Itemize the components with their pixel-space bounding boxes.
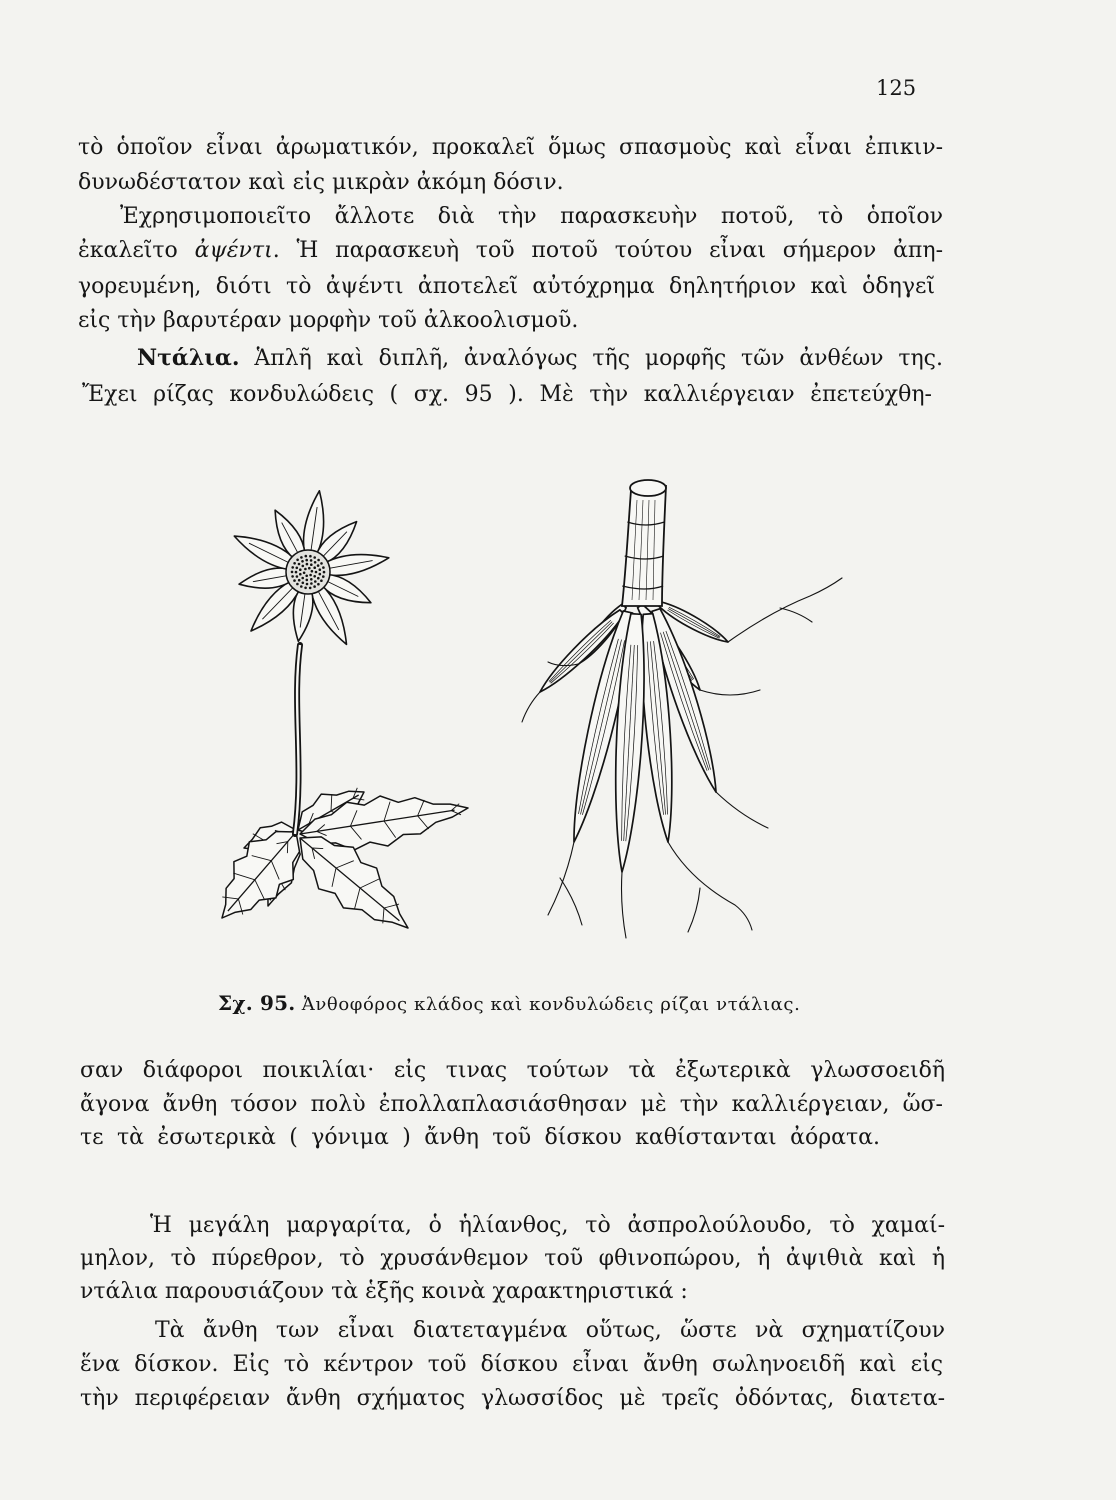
leaf-vein: [418, 800, 425, 816]
tuberous-roots: [522, 480, 842, 938]
disk-floret: [313, 575, 316, 578]
tuber: [578, 604, 626, 664]
tuber: [574, 611, 633, 842]
root-hair: [700, 690, 760, 695]
text-line: Ἐχρησιμοποιεῖτο ἄλλοτε διὰ τὴν παρασκευὴν ποτοῦ, τὸ ὁποῖον: [120, 204, 943, 229]
disk-floret: [305, 555, 308, 558]
leaf-vein: [331, 794, 332, 811]
text-line: ντάλια παρουσιάζουν τὰ ἑξῆς κοινὰ χαρακτηριστικά :: [80, 1279, 688, 1304]
disk-floret: [299, 573, 302, 576]
disk-floret: [304, 587, 307, 590]
leaf-vein: [279, 834, 285, 843]
tuber-outline: [540, 610, 624, 692]
leaf-outline: [300, 796, 468, 850]
disk-floret: [314, 561, 317, 564]
petal-vein: [300, 590, 305, 628]
flower-disk: [286, 550, 330, 594]
disk-floret: [293, 562, 296, 565]
disk-floret: [300, 585, 303, 588]
disk-floret: [296, 567, 299, 570]
text-segment: Ἁπλῆ καὶ διπλῆ, ἀναλόγως τῆς μορφῆς τῶν ἀνθέων της.: [254, 346, 943, 371]
disk-floret: [309, 574, 312, 577]
disk-floret: [317, 559, 320, 562]
text-line: Ἔχει ρίζας κονδυλώδεις ( σχ. 95 ). Μὲ τὴν καλλιέργειαν ἐπετεύχθη-: [82, 382, 932, 407]
tuber-hatching: [654, 641, 668, 814]
disk-floret: [299, 568, 302, 571]
disk-floret: [308, 567, 311, 570]
figure-label: Σχ. 95.: [218, 991, 296, 1015]
leaf-vein: [332, 868, 336, 887]
tuber-hatching: [661, 633, 708, 771]
disk-floret: [301, 560, 304, 563]
stem-stub: [622, 486, 666, 606]
tuber-hatching: [667, 610, 719, 638]
text-line: μηλον, τὸ πύρεθρον, τὸ χρυσάνθεμον τοῦ φθινοπώρου, ἡ ἀψιθιὰ καὶ ἡ: [80, 1246, 945, 1271]
disk-floret: [314, 580, 317, 583]
disk-floret: [302, 565, 305, 568]
text-segment: ἐκαλεῖτο: [78, 238, 178, 263]
tuber-hatching: [647, 616, 693, 680]
leaf-vein: [252, 856, 272, 861]
tuber-outline: [616, 614, 644, 872]
disk-floret: [313, 556, 316, 559]
text-line: σαν διάφοροι ποικιλίαι· εἰς τινας τούτων τὰ ἐξωτερικὰ γλωσσοειδῆ: [80, 1058, 945, 1083]
disk-floret: [305, 559, 308, 562]
leaf-vein: [309, 824, 320, 826]
disk-floret: [317, 583, 320, 586]
leaf: [222, 832, 300, 919]
disk-floret: [310, 582, 313, 585]
petal-vein: [262, 585, 295, 619]
disk-floret: [298, 563, 301, 566]
tuber-hatching: [584, 613, 619, 657]
disk-floret: [319, 573, 322, 576]
leaf-vein: [271, 861, 279, 880]
figure-caption: [218, 988, 858, 1018]
leaf: [265, 836, 300, 906]
leaf-vein: [350, 826, 361, 839]
leaf-vein: [331, 811, 346, 819]
root-hair: [716, 792, 768, 828]
root-hair: [622, 872, 627, 938]
petal: [322, 575, 371, 603]
disk-floret: [291, 566, 294, 569]
text-line: εἰς τὴν βαρυτέραν μορφὴν τοῦ ἀλκοολισμοῦ.: [78, 308, 579, 333]
stem-node: [627, 522, 664, 525]
tuber: [616, 614, 644, 872]
leaf-vein: [451, 804, 459, 811]
leaf-vein: [312, 848, 323, 849]
disk-floret: [296, 583, 299, 586]
tuber-hatching: [582, 640, 624, 815]
disk-floret: [320, 562, 323, 565]
disk-floret: [322, 575, 325, 578]
petal: [304, 491, 324, 555]
text-line: τε τὰ ἐσωτερικὰ ( γόνιμα ) ἄνθη τοῦ δίσκου καθίστανται ἀόρατα.: [80, 1125, 880, 1150]
text-line: Τὰ ἄνθη των εἶναι διατεταγμένα οὕτως, ὥστε νὰ σχηματίζουν: [155, 1318, 945, 1343]
leaf-vein: [277, 842, 288, 844]
text-segment: . Ἡ παρασκευὴ τοῦ ποτοῦ τούτου εἶναι σήμερον ἀπη-: [272, 238, 943, 263]
stem-hatching: [639, 500, 643, 600]
disk-floret: [306, 579, 309, 582]
petal-vein: [321, 532, 347, 559]
tuber-hatching: [583, 612, 618, 657]
disk-floret: [306, 583, 309, 586]
tuber-hatching: [581, 640, 622, 815]
disk-floret: [291, 571, 294, 574]
leaf-vein: [275, 830, 286, 833]
root-hair: [548, 662, 578, 666]
leaf-vein: [260, 841, 265, 854]
flower-head: [234, 491, 388, 645]
disk-floret: [309, 587, 312, 590]
disk-floret: [317, 577, 320, 580]
italic-term: ἀψέντι: [194, 238, 273, 263]
tuber-hatching: [663, 632, 709, 770]
petal: [311, 585, 346, 644]
disk-floret: [322, 566, 325, 569]
tuber-hatching: [624, 645, 635, 841]
leaf-outline: [300, 837, 408, 928]
tuber: [652, 609, 716, 792]
tuber-outline: [642, 614, 672, 842]
leaf-vein: [350, 810, 357, 826]
leaf-vein: [309, 813, 313, 824]
leaf-vein: [451, 811, 461, 815]
tuber: [540, 610, 624, 692]
petal: [239, 568, 291, 588]
leaf-vein: [384, 821, 396, 838]
leaf-vein: [253, 834, 265, 841]
text-line: δυνωδέστατον καὶ εἰς μικρὰν ἀκόμη δόσιν.: [78, 170, 564, 195]
disk-floret: [291, 575, 294, 578]
leaf-midrib: [248, 830, 296, 847]
tuber-hatching: [646, 617, 692, 680]
leaf-outline: [298, 791, 364, 835]
leaf-vein: [384, 802, 390, 821]
tuber: [659, 602, 728, 642]
petal-vein: [311, 507, 318, 554]
disk-floret: [305, 575, 308, 578]
disk-floret: [311, 570, 314, 573]
leaf: [300, 796, 468, 850]
tuber-hatching: [584, 614, 620, 658]
disk-floret: [310, 563, 313, 566]
page-number: 125: [876, 76, 917, 100]
leaf-vein: [360, 879, 379, 888]
stem-hatching: [646, 500, 649, 600]
text-line: ἄγονα ἄνθη τόσον πολὺ ἐπολλαπλασιάσθησαν μὲ τὴν καλλιέργειαν, ὥσ-: [80, 1092, 943, 1117]
caption-text: Ἀνθοφόρος κλάδος καὶ κονδυλώδεις ρίζαι ντάλιας.: [301, 994, 801, 1015]
petal: [275, 510, 305, 559]
leaf-midrib: [228, 832, 296, 911]
text-line: ἕνα δίσκον. Εἰς τὸ κέντρον τοῦ δίσκου εἶναι ἄνθη σωληνοειδῆ καὶ εἰς: [80, 1352, 943, 1377]
disk-floret: [298, 579, 301, 582]
petal-vein: [249, 543, 292, 564]
petal-vein: [282, 523, 300, 557]
leaf-midrib: [300, 810, 455, 834]
tuber-hatching: [649, 615, 694, 679]
leaf-vein: [238, 899, 242, 915]
tuber: [638, 604, 700, 690]
leaf-vein: [278, 878, 285, 890]
leaf-vein: [355, 888, 360, 909]
leaf-vein: [265, 878, 278, 883]
text-line: [137, 341, 943, 375]
leaf-vein: [383, 908, 384, 923]
root-hair: [728, 578, 842, 642]
tuber-outline: [638, 604, 700, 690]
tuber-hatching: [579, 639, 619, 814]
disk-floret: [296, 559, 299, 562]
leaf-outline: [244, 822, 296, 854]
leaf-vein: [222, 897, 238, 899]
leaf-vein: [353, 788, 357, 799]
tuber-hatching: [551, 623, 614, 683]
tuber-hatching: [622, 645, 631, 841]
disk-floret: [323, 571, 326, 574]
leaf-vein: [312, 848, 315, 859]
leaf: [298, 788, 364, 836]
root-hair: [522, 692, 540, 722]
stem: [295, 645, 300, 834]
tuber: [642, 614, 672, 842]
disk-floret: [320, 579, 323, 582]
text-line: τὴν περιφέρειαν ἄνθη σχήματος γλωσσίδος μὲ τρεῖς ὀδόντας, διατετα-: [80, 1386, 945, 1411]
text-line: γορευμένη, διότι τὸ ἀψέντι ἀποτελεῖ αὐτόχρημα δηλητήριον καὶ ὁδηγεῖ: [78, 274, 935, 299]
leaf-vein: [317, 825, 325, 832]
leaf-vein: [384, 904, 399, 908]
leaf-midrib: [298, 795, 359, 830]
stem-cut: [630, 480, 666, 496]
leaf-outline: [222, 832, 300, 919]
text-line: τὸ ὁποῖον εἶναι ἀρωματικόν, προκαλεῖ ὅμως σπασμοὺς καὶ εἶναι ἐπικιν-: [78, 135, 943, 160]
tuber-hatching: [647, 642, 663, 815]
disk-floret: [317, 564, 320, 567]
petal: [325, 555, 389, 576]
text-line: [78, 234, 943, 268]
disk-floret: [302, 582, 305, 585]
tuber-hatching: [666, 631, 711, 770]
petal: [316, 522, 356, 564]
tuber-hatching: [668, 609, 720, 638]
petal-vein: [324, 580, 358, 597]
petal-vein: [317, 588, 339, 630]
tuber-hatching: [650, 641, 665, 814]
text-line: Ἡ μεγάλη μαργαρίτα, ὁ ἡλίανθος, τὸ ἀσπρολούλουδο, τὸ χαμαί-: [150, 1213, 945, 1238]
leaf-vein: [353, 798, 364, 800]
tuber-outline: [578, 604, 626, 664]
leaf-vein: [418, 816, 429, 829]
disk-floret: [301, 577, 304, 580]
leaf-vein: [233, 873, 255, 880]
tuber-hatching: [626, 645, 638, 841]
disk-floret: [313, 566, 316, 569]
root-hair: [668, 842, 752, 932]
stem-node: [625, 556, 664, 559]
tuber-outline: [652, 609, 716, 792]
petal-vein: [326, 561, 373, 569]
petal: [293, 589, 313, 641]
tuber-hatching: [669, 607, 720, 636]
disk-floret: [304, 568, 307, 571]
disk-floret: [303, 572, 306, 575]
tuber-outline: [659, 602, 728, 642]
leaf-vein: [289, 850, 292, 861]
disk-floret: [300, 556, 303, 559]
disk-floret: [319, 568, 322, 571]
petal-vein: [253, 575, 290, 582]
tuber-outline: [574, 611, 633, 842]
leaf-midrib: [270, 836, 294, 900]
leaf-midrib: [300, 838, 399, 921]
tuber-hatching: [549, 620, 611, 681]
stem-node: [622, 586, 663, 589]
stem-highlight: [295, 645, 300, 834]
disk-floret: [309, 555, 312, 558]
petal: [234, 536, 294, 569]
flowering-branch: [222, 491, 468, 928]
disk-floret: [313, 585, 316, 588]
disk-floret: [310, 578, 313, 581]
tuber-hatching: [550, 622, 612, 683]
leaf: [300, 837, 408, 928]
leaf: [244, 822, 296, 854]
disk-floret: [306, 563, 309, 566]
disk-floret: [315, 571, 318, 574]
leaf-vein: [280, 850, 289, 856]
leaf-vein: [336, 861, 354, 868]
petal: [251, 581, 300, 631]
leaf-vein: [317, 831, 327, 835]
section-heading: Ντάλια.: [137, 345, 240, 371]
disk-floret: [293, 579, 296, 582]
leaf-outline: [265, 836, 300, 906]
root-hair: [548, 842, 582, 925]
stem-hatching: [653, 500, 655, 600]
disk-floret: [295, 571, 298, 574]
disk-floret: [296, 575, 299, 578]
leaf-vein: [255, 880, 265, 900]
disk-floret: [310, 559, 313, 562]
stem-hatching: [632, 500, 637, 600]
